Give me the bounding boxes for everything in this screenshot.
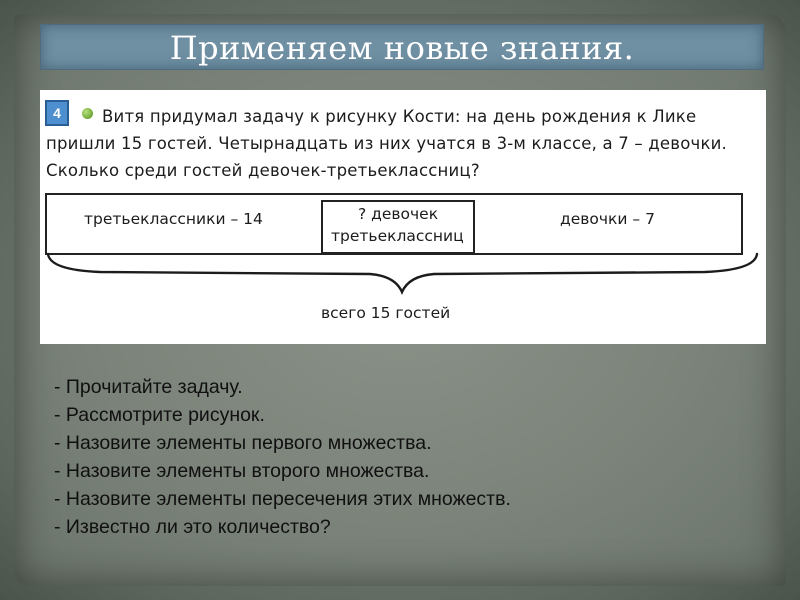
task-text-line: Сколько среди гостей девочек-третьеклассниц?	[46, 161, 480, 180]
instruction-item: - Рассмотрите рисунок.	[54, 404, 265, 426]
intersection-label-line2: третьеклассниц	[331, 227, 464, 245]
task-image-panel	[40, 90, 766, 344]
instruction-item: - Назовите элементы второго множества.	[54, 460, 430, 482]
instruction-item: - Известно ли это количество?	[54, 516, 331, 538]
instruction-list	[54, 373, 511, 541]
total-brace	[40, 248, 766, 308]
instruction-item: - Назовите элементы первого множества.	[54, 432, 432, 454]
instruction-item: - Назовите элементы пересечения этих множеств.	[54, 488, 511, 510]
task-number-badge: 4	[45, 100, 69, 126]
title-bar	[40, 24, 764, 70]
total-guests-label: всего 15 гостей	[321, 304, 451, 322]
green-dot-icon	[82, 108, 93, 119]
third-graders-label: третьеклассники – 14	[84, 210, 263, 228]
task-text-line: пришли 15 гостей. Четырнадцать из них учатся в 3-м классе, а 7 – девочки.	[46, 134, 727, 153]
instruction-item: - Прочитайте задачу.	[54, 376, 243, 398]
slide-title: Применяем новые знания.	[169, 29, 635, 67]
girls-label: девочки – 7	[560, 210, 655, 228]
intersection-label-line1: ? девочек	[358, 205, 439, 223]
task-text-line: Витя придумал задачу к рисунку Кости: на день рождения к Лике	[102, 107, 697, 126]
